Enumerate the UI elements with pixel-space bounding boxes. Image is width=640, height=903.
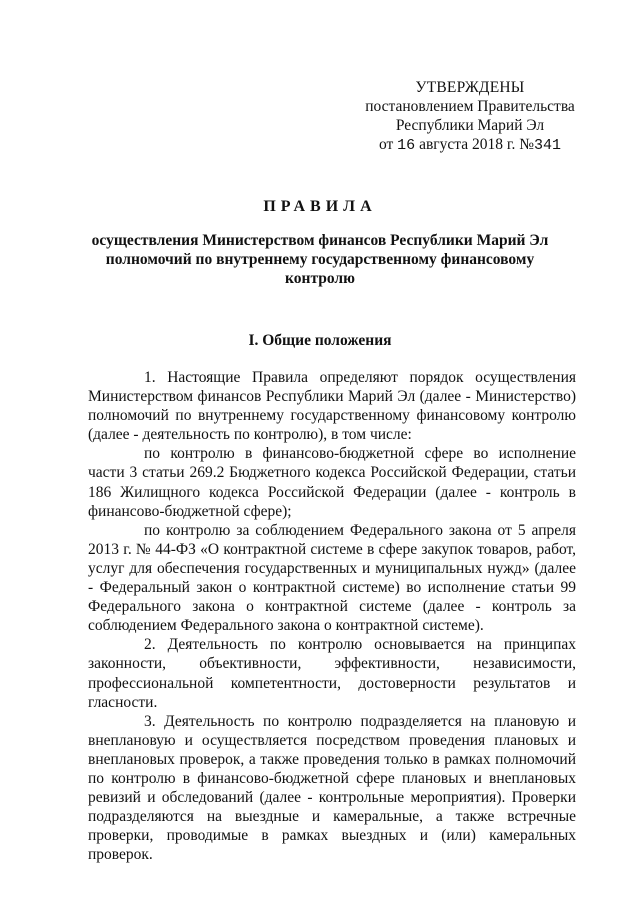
approval-date-rest: августа 2018 г. №: [419, 136, 534, 153]
approval-stamp: [340, 78, 600, 155]
approval-number: 341: [534, 137, 562, 154]
approval-date-prefix: от: [378, 136, 394, 153]
approval-line-resolution: постановлением Правительства: [365, 98, 575, 115]
paragraph-procurement-control: по контролю за соблюдением Федерального закона от 5 апреля 2013 г. № 44-ФЗ «О контрактной системе в сфере закупок товаров, работ, услуг для обеспечения государственных и муниципальных нужд» (далее - Федеральный закон о контрактной системе) во исполнение статьи 99 Федерального закона о контрактной системе (далее - контроль за соблюдением Федерального закона о контрактной системе).: [88, 521, 576, 635]
paragraph-1: 1. Настоящие Правила определяют порядок осуществления Министерством финансов Республики Марий Эл (далее - Министерство) полномочий по внутреннему государственному финансовому контролю (далее - деятельность по контролю), в том числе:: [88, 369, 576, 444]
document-body: [88, 368, 576, 864]
approval-heading: УТВЕРЖДЕНЫ: [415, 79, 525, 96]
approval-date-line: [340, 135, 600, 155]
document-title: ПРАВИЛА: [263, 198, 377, 215]
document-subtitle: осуществления Министерством финансов Республики Марий Эл полномочий по внутреннему государственному финансовому контролю: [91, 232, 549, 287]
paragraph-3: 3. Деятельность по контролю подразделяется на плановую и внеплановую и осуществляется посредством проведения плановых и внеплановых проверок, а также проведения только в рамках полномочий по контролю в финансово-бюджетной сфере плановых и внеплановых ревизий и обследований (далее - контрольные мероприятия). Проверки подразделяются на выездные и камеральные, а также встречные проверки, проводимые в рамках выездных и (или) камеральных проверок.: [88, 712, 576, 864]
approval-line-republic: Республики Марий Эл: [395, 117, 545, 134]
section-heading: I. Общие положения: [248, 332, 392, 349]
approval-date-day: 16: [397, 137, 416, 154]
paragraph-budget-control: по контролю в финансово-бюджетной сфере во исполнение части 3 статьи 269.2 Бюджетного кодекса Российской Федерации, статьи 186 Жилищного кодекса Российской Федерации (далее - контроль в финансово-бюджетной сфере);: [88, 445, 576, 520]
paragraph-2: 2. Деятельность по контролю основывается на принципах законности, объективности, эффективности, независимости, профессиональной компетентности, достоверности результатов и гласности.: [88, 636, 576, 711]
